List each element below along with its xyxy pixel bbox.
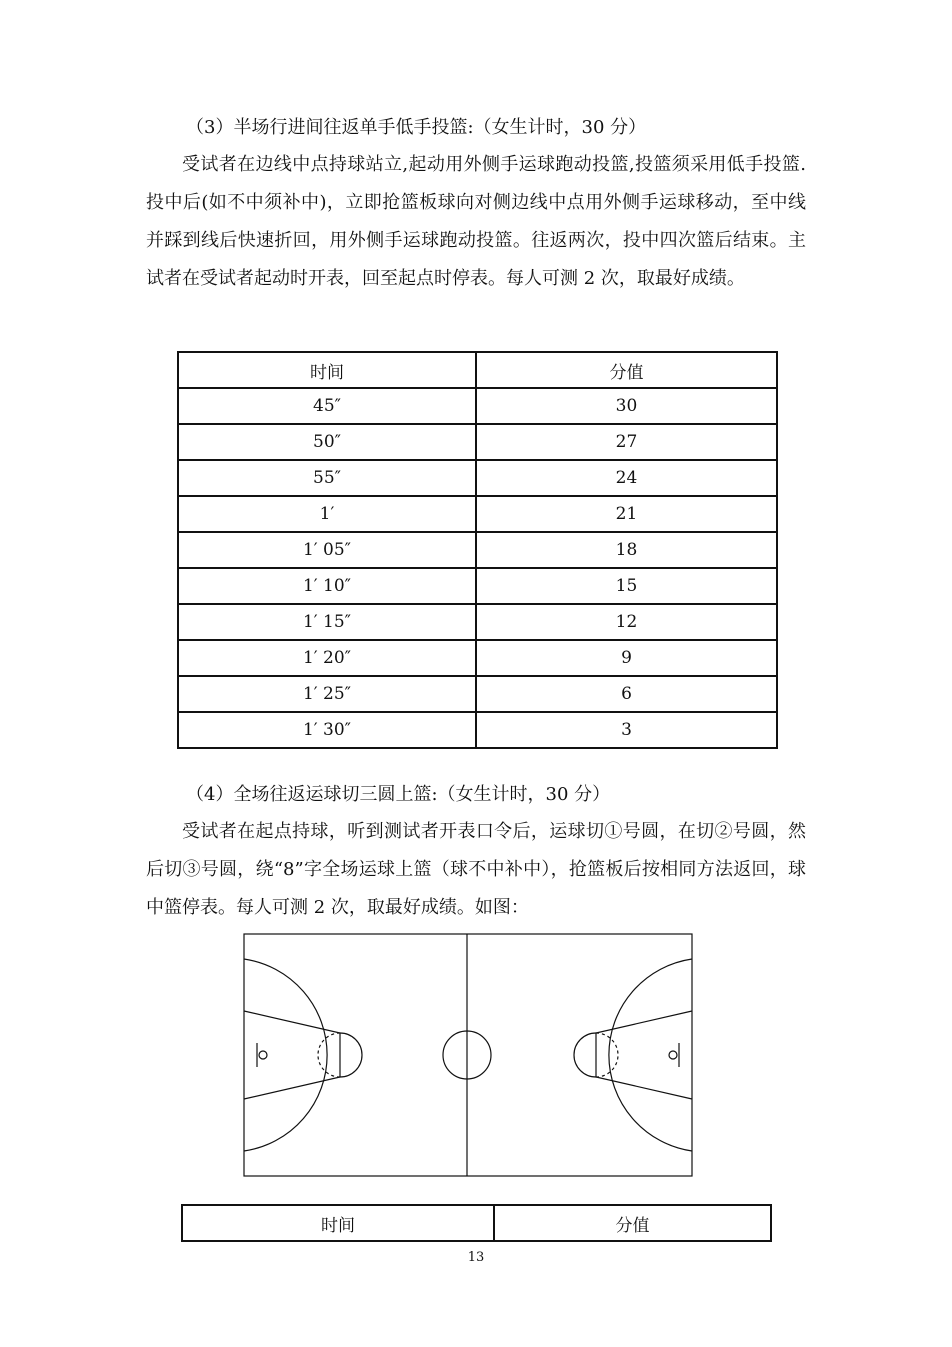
table-header-time: 时间 — [178, 352, 476, 388]
table-row — [178, 532, 777, 568]
table-header-row — [178, 352, 777, 388]
score-cell: 12 — [476, 604, 777, 640]
table-row — [178, 712, 777, 748]
left-key-lane — [244, 1011, 340, 1099]
section4-heading: （4）全场往返运球切三圆上篮:（女生计时，30 分） — [186, 784, 611, 805]
left-hoop — [259, 1051, 267, 1059]
section4-body: 受试者在起点持球，听到测试者开表口令后，运球切①号圆，在切②号圆，然后切③号圆，绕“8”字全场运球上篮（球不中补中），抢篮板后按相同方法返回，球中篮停表。每人可测 2 次，取最好成绩。如图： — [146, 821, 806, 918]
table-row — [178, 496, 777, 532]
section3-body: 受试者在边线中点持球站立,起动用外侧手运球跑动投篮,投篮须采用低手投篮.投中后(如不中须补中)，立即抢篮板球向对侧边线中点用外侧手运球移动，至中线并踩到线后快速折回，用外侧手运球跑动投篮。往返两次，投中四次篮后结束。主试者在受试者起动时开表，回至起点时停表。每人可测 2 次，取最好成绩。 — [146, 154, 806, 289]
score-cell: 15 — [476, 568, 777, 604]
time-cell: 55″ — [178, 460, 476, 496]
table-row — [178, 676, 777, 712]
table-header-score: 分值 — [476, 352, 777, 388]
score-cell: 3 — [476, 712, 777, 748]
table-row — [178, 568, 777, 604]
right-hoop — [669, 1051, 677, 1059]
court-boundary — [244, 934, 692, 1176]
score-cell: 27 — [476, 424, 777, 460]
score-cell: 18 — [476, 532, 777, 568]
score-table-2 — [181, 1204, 772, 1242]
time-cell: 1′ 10″ — [178, 568, 476, 604]
time-cell: 1′ 20″ — [178, 640, 476, 676]
score-cell: 9 — [476, 640, 777, 676]
time-cell: 1′ 25″ — [178, 676, 476, 712]
table-row — [178, 604, 777, 640]
table-row — [178, 460, 777, 496]
time-cell: 1′ — [178, 496, 476, 532]
table-header-score: 分值 — [494, 1205, 771, 1241]
page-number: 13 — [467, 1250, 485, 1265]
time-cell: 1′ 05″ — [178, 532, 476, 568]
basketball-court-diagram — [243, 933, 695, 1179]
table-row — [178, 424, 777, 460]
left-free-throw-arc-dashed — [318, 1033, 340, 1077]
section3-heading: （3）半场行进间往返单手低手投篮:（女生计时，30 分） — [186, 117, 647, 138]
time-cell: 1′ 15″ — [178, 604, 476, 640]
table-header-row — [182, 1205, 771, 1241]
right-free-throw-arc-solid — [574, 1033, 596, 1077]
score-cell: 24 — [476, 460, 777, 496]
time-cell: 45″ — [178, 388, 476, 424]
time-cell: 50″ — [178, 424, 476, 460]
score-cell: 30 — [476, 388, 777, 424]
time-cell: 1′ 30″ — [178, 712, 476, 748]
score-cell: 6 — [476, 676, 777, 712]
right-free-throw-arc-dashed — [596, 1033, 618, 1077]
table-row — [178, 640, 777, 676]
left-free-throw-arc-solid — [340, 1033, 362, 1077]
score-table-1 — [177, 351, 778, 749]
table-header-time: 时间 — [182, 1205, 494, 1241]
score-cell: 21 — [476, 496, 777, 532]
table-row — [178, 388, 777, 424]
